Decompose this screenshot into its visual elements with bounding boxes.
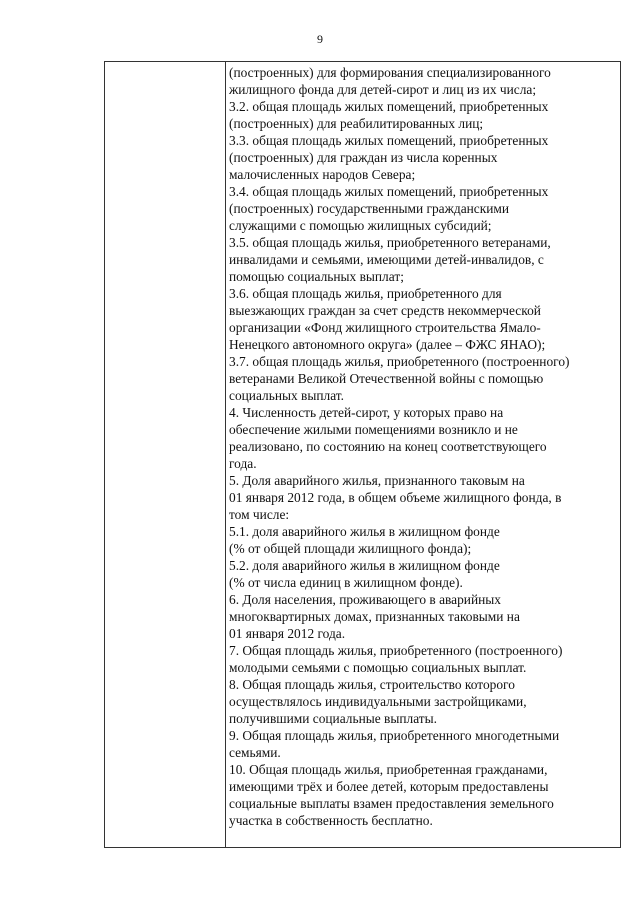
- text-line: (% от числа единиц в жилищном фонде).: [229, 575, 463, 590]
- text-line: жилищного фонда для детей-сирот и лиц из их числа;: [229, 82, 537, 97]
- text-line: выезжающих граждан за счет средств некоммерческой: [229, 303, 541, 318]
- text-line: имеющими трёх и более детей, которым предоставлены: [229, 779, 549, 794]
- text-line: получившими социальные выплаты.: [229, 711, 437, 726]
- table-left-cell: [105, 62, 225, 847]
- text-line: 5.1. доля аварийного жилья в жилищном фонде: [229, 524, 500, 539]
- text-line: 3.7. общая площадь жилья, приобретенного (построенного): [229, 354, 570, 369]
- text-line: малочисленных народов Севера;: [229, 167, 416, 182]
- text-line: (построенных) для реабилитированных лиц;: [229, 116, 484, 131]
- text-line: ветеранами Великой Отечественной войны с помощью: [229, 371, 544, 386]
- text-line: инвалидами и семьями, имеющими детей-инвалидов, с: [229, 252, 544, 267]
- text-line: (% от общей площади жилищного фонда);: [229, 541, 472, 556]
- text-line: 3.2. общая площадь жилых помещений, приобретенных: [229, 99, 549, 114]
- text-line: осуществлялось индивидуальными застройщиками,: [229, 694, 527, 709]
- text-line: 3.4. общая площадь жилых помещений, приобретенных: [229, 184, 549, 199]
- text-line: том числе:: [229, 507, 290, 522]
- text-line: организации «Фонд жилищного строительства Ямало-: [229, 320, 541, 335]
- text-line: года.: [229, 456, 257, 471]
- text-line: 5.2. доля аварийного жилья в жилищном фонде: [229, 558, 500, 573]
- table-right-cell-text: [229, 64, 617, 829]
- text-line: реализовано, по состоянию на конец соответствующего: [229, 439, 547, 454]
- text-line: 3.6. общая площадь жилья, приобретенного для: [229, 286, 502, 301]
- table-column-divider: [225, 62, 226, 847]
- text-line: обеспечение жилыми помещениями возникло и не: [229, 422, 518, 437]
- text-line: Ненецкого автономного округа» (далее – ФЖС ЯНАО);: [229, 337, 546, 352]
- text-line: 01 января 2012 года, в общем объеме жилищного фонда, в: [229, 490, 562, 505]
- text-line: (построенных) для формирования специализированного: [229, 65, 551, 80]
- text-line: 9. Общая площадь жилья, приобретенного многодетными: [229, 728, 560, 743]
- text-line: помощью социальных выплат;: [229, 269, 404, 284]
- text-line: многоквартирных домах, признанных таковыми на: [229, 609, 520, 624]
- text-line: (построенных) государственными гражданскими: [229, 201, 510, 216]
- text-line: 4. Численность детей-сирот, у которых право на: [229, 405, 504, 420]
- text-line: 7. Общая площадь жилья, приобретенного (построенного): [229, 643, 563, 658]
- indicators-table: [104, 61, 621, 848]
- text-line: 3.5. общая площадь жилья, приобретенного ветеранами,: [229, 235, 551, 250]
- text-line: участка в собственность бесплатно.: [229, 813, 433, 828]
- text-line: 10. Общая площадь жилья, приобретенная гражданами,: [229, 762, 548, 777]
- text-line: (построенных) для граждан из числа коренных: [229, 150, 498, 165]
- text-line: 8. Общая площадь жилья, строительство которого: [229, 677, 515, 692]
- text-line: 5. Доля аварийного жилья, признанного таковым на: [229, 473, 525, 488]
- text-line: 6. Доля населения, проживающего в аварийных: [229, 592, 501, 607]
- text-line: 01 января 2012 года.: [229, 626, 346, 641]
- text-line: служащими с помощью жилищных субсидий;: [229, 218, 492, 233]
- text-line: молодыми семьями с помощью социальных выплат.: [229, 660, 527, 675]
- text-line: семьями.: [229, 745, 281, 760]
- text-line: социальных выплат.: [229, 388, 344, 403]
- page-number: 9: [317, 32, 323, 46]
- text-line: социальные выплаты взамен предоставления земельного: [229, 796, 554, 811]
- text-line: 3.3. общая площадь жилых помещений, приобретенных: [229, 133, 549, 148]
